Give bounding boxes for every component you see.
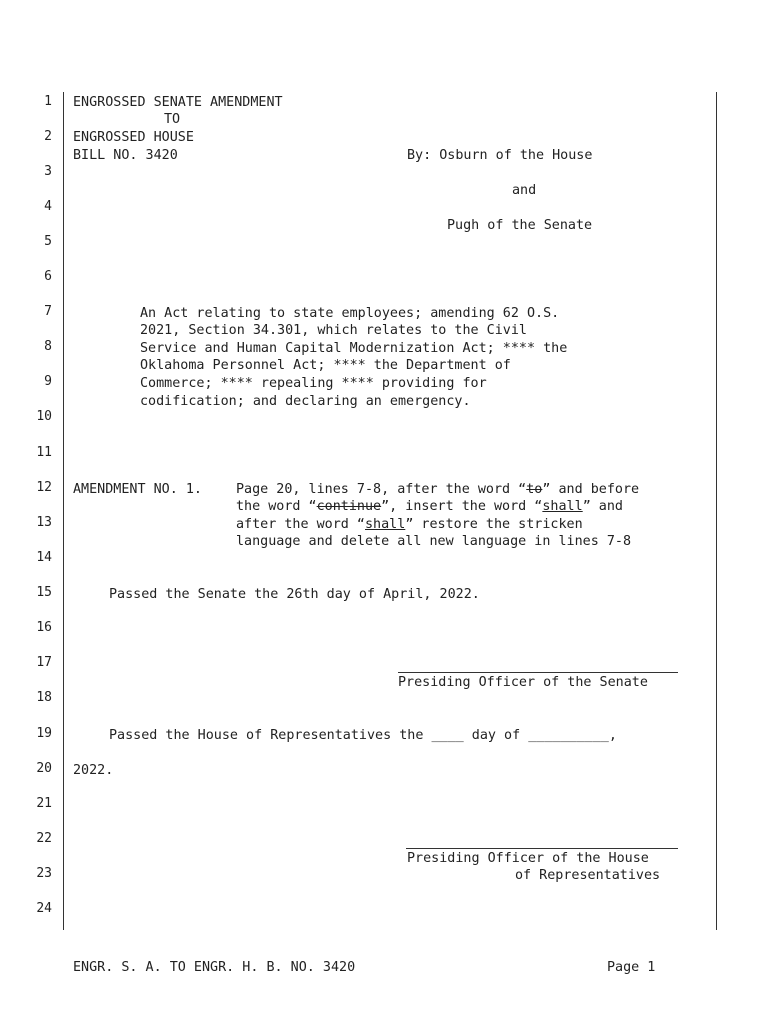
line-number: 12 — [36, 480, 52, 495]
heading-line-2: TO — [164, 112, 181, 127]
title-line: codification; and declaring an emergency. — [140, 394, 471, 409]
line-number: 9 — [44, 374, 52, 389]
inserted-word: shall — [365, 517, 406, 532]
title-line: An Act relating to state employees; amending 62 O.S. — [140, 306, 560, 321]
line-number: 18 — [36, 690, 52, 705]
amendment-line-2: the word “continue”, insert the word “shall” and — [236, 499, 623, 514]
line-number: 16 — [36, 620, 52, 635]
line-number: 10 — [36, 409, 52, 424]
line-number: 22 — [36, 831, 52, 846]
presiding-officer-house: Presiding Officer of the House — [407, 851, 649, 866]
stricken-word: continue — [316, 499, 382, 514]
footer-bill-id: ENGR. S. A. TO ENGR. H. B. NO. 3420 — [73, 960, 356, 975]
passed-senate-text: Passed the Senate the 26th day of April, 2022. — [109, 587, 480, 602]
line-number: 24 — [36, 901, 52, 916]
senate-signature-line — [398, 672, 678, 673]
title-line: Commerce; **** repealing **** providing for — [140, 376, 487, 391]
line-number: 14 — [36, 550, 52, 565]
line-number: 19 — [36, 726, 52, 741]
footer-page-number: Page 1 — [607, 960, 656, 975]
amendment-line-1: Page 20, lines 7-8, after the word “to” and before — [236, 482, 640, 497]
line-number: 5 — [44, 234, 52, 249]
line-number: 7 — [44, 304, 52, 319]
amendment-label: AMENDMENT NO. 1. — [73, 482, 202, 497]
line-number: 3 — [44, 164, 52, 179]
amendment-line-3: after the word “shall” restore the stricken — [236, 517, 583, 532]
heading-line-4: BILL NO. 3420 — [73, 148, 178, 163]
line-number: 4 — [44, 199, 52, 214]
right-margin-rule — [716, 92, 717, 930]
passed-house-text: Passed the House of Representatives the ____ day of __________, — [109, 728, 617, 743]
passed-house-year: 2022. — [73, 763, 114, 778]
presiding-officer-senate: Presiding Officer of the Senate — [398, 675, 648, 690]
author-senate: Pugh of the Senate — [447, 218, 593, 233]
inserted-word: shall — [542, 499, 583, 514]
left-margin-rule — [63, 92, 64, 930]
line-number: 15 — [36, 585, 52, 600]
author-and: and — [512, 183, 537, 198]
house-signature-line — [406, 848, 678, 849]
line-number: 11 — [36, 445, 52, 460]
stricken-word: to — [526, 482, 543, 497]
line-number: 23 — [36, 866, 52, 881]
author-house: By: Osburn of the House — [407, 148, 593, 163]
title-line: Service and Human Capital Modernization Act; **** the — [140, 341, 568, 356]
amendment-line-4: language and delete all new language in lines 7-8 — [236, 534, 632, 549]
heading-line-3: ENGROSSED HOUSE — [73, 130, 194, 145]
line-number: 8 — [44, 339, 52, 354]
heading-line-1: ENGROSSED SENATE AMENDMENT — [73, 95, 283, 110]
line-number: 21 — [36, 796, 52, 811]
line-number: 2 — [44, 129, 52, 144]
title-line: Oklahoma Personnel Act; **** the Department of — [140, 358, 511, 373]
line-number: 1 — [44, 94, 52, 109]
line-number: 17 — [36, 655, 52, 670]
line-number: 20 — [36, 761, 52, 776]
presiding-officer-house-2: of Representatives — [515, 868, 661, 883]
line-number: 13 — [36, 515, 52, 530]
line-number: 6 — [44, 269, 52, 284]
title-line: 2021, Section 34.301, which relates to the Civil — [140, 323, 527, 338]
